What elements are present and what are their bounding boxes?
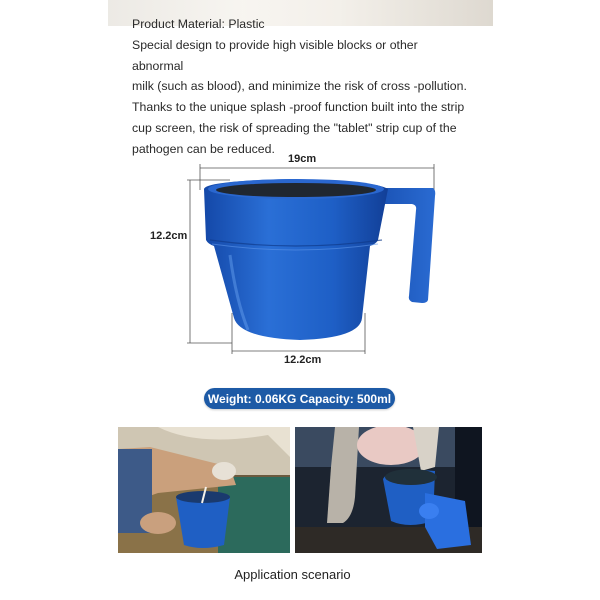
description-line: cup screen, the risk of spreading the "tablet" strip cup of the — [132, 120, 457, 135]
cup-handle — [378, 188, 435, 303]
description-line: Special design to provide high visible blocks or other abnormal — [132, 37, 418, 73]
description-line: milk (such as blood), and minimize the risk of cross -pollution. — [132, 79, 467, 94]
description-line: pathogen can be reduced. — [132, 141, 275, 156]
product-description — [132, 14, 472, 160]
width-dimension-label: 19cm — [288, 153, 317, 165]
application-photo-left — [118, 427, 290, 553]
application-photo-right — [295, 427, 482, 553]
spec-badge: Weight: 0.06KG Capacity: 500ml — [204, 388, 395, 409]
cup-body — [204, 179, 388, 340]
description-line: Thanks to the unique splash -proof function built into the strip — [132, 100, 465, 115]
height-dimension-label: 12.2cm — [150, 230, 188, 242]
description-line: Product Material: Plastic — [132, 17, 265, 31]
dimension-lines — [187, 164, 434, 354]
bottom-dimension-label: 12.2cm — [284, 354, 322, 366]
application-caption: Application scenario — [234, 567, 351, 582]
